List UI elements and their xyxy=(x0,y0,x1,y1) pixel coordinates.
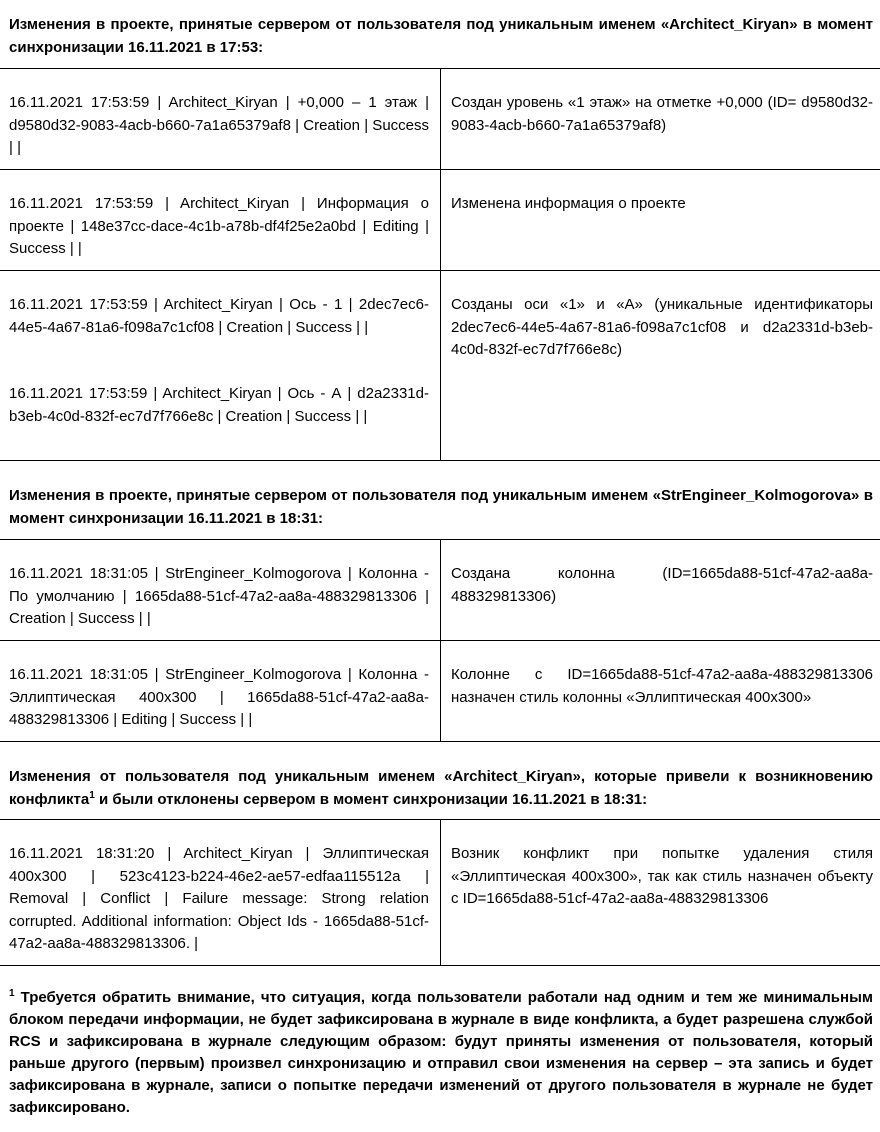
log-entry xyxy=(9,294,429,339)
log-line: 16.11.2021 18:31:20 | Architect_Kiryan | Эллиптическая 400x300 | 523c4123-b224-46e2-ae57-edfaa115512a | Removal | Conflict | Failure message: Strong relation corrupted. Additional information: Object Ids - 1665da88-51cf-47a2-aa8a-488329813306. | xyxy=(9,845,429,952)
change-description: Возник конфликт при попытке удаления стиля «Эллиптическая 400x300», так как стиль назначен объекту с ID=1665da88-51cf-47a2-aa8a-488329813306 xyxy=(451,845,873,907)
section-heading-1: Изменения в проекте, принятые сервером от пользователя под уникальным именем «Architect_Kiryan» в момент синхронизации 16.11.2021 в 17:53: xyxy=(9,16,873,56)
log-line: 16.11.2021 18:31:05 | StrEngineer_Kolmogorova | Колонна - Эллиптическая 400x300 | 1665da88-51cf-47a2-aa8a-488329813306 | Editing | Success | | xyxy=(9,666,429,728)
change-description: Создан уровень «1 этаж» на отметке +0,000 (ID= d9580d32-9083-4acb-b660-7a1a65379af8) xyxy=(451,94,873,134)
column-divider xyxy=(440,539,441,741)
section-heading-2: Изменения в проекте, принятые сервером от пользователя под уникальным именем «StrEngineer_Kolmogorova» в момент синхронизации 16.11.2021 в 18:31: xyxy=(9,487,873,527)
log-line: 16.11.2021 18:31:05 | StrEngineer_Kolmogorova | Колонна - По умолчанию | 1665da88-51cf-47a2-aa8a-488329813306 | Creation | Success | | xyxy=(9,565,429,627)
change-description: Изменена информация о проекте xyxy=(451,195,686,212)
log-entry xyxy=(9,383,429,428)
table-border xyxy=(0,741,880,742)
column-divider xyxy=(440,68,441,460)
change-description: Создана колонна (ID=1665da88-51cf-47a2-aa8a-488329813306) xyxy=(451,565,873,605)
heading-text: и были отклонены сервером в момент синхронизации 16.11.2021 в 18:31: xyxy=(94,790,648,808)
log-entry xyxy=(9,843,429,956)
table-border xyxy=(0,965,880,966)
log-entry xyxy=(9,92,429,160)
column-divider xyxy=(440,819,441,965)
log-entry xyxy=(9,563,429,631)
footnote-mark: 1 xyxy=(9,988,15,999)
log-line: 16.11.2021 17:53:59 | Architect_Kiryan | Информация о проекте | 148e37cc-dace-4c1b-a78b-df4f25e2a0bd | Editing | Success | | xyxy=(9,195,429,257)
log-line: 16.11.2021 17:53:59 | Architect_Kiryan | +0,000 – 1 этаж | d9580d32-9083-4acb-b660-7a1a65379af8 | Creation | Success | | xyxy=(9,94,429,156)
table-border xyxy=(0,460,880,461)
footnote-reference[interactable]: 1 xyxy=(89,789,95,801)
log-entry xyxy=(9,193,429,261)
change-description: Созданы оси «1» и «А» (уникальные идентификаторы 2dec7ec6-44e5-4a67-81a6-f098a7c1cf08 и d2a2331d-b3eb-4c0d-832f-ec7d7f766e8c) xyxy=(451,296,873,358)
change-description: Колонне с ID=1665da88-51cf-47a2-aa8a-488329813306 назначен стиль колонны «Эллиптическая 400x300» xyxy=(451,666,873,706)
log-line: 16.11.2021 17:53:59 | Architect_Kiryan | Ось - 1 | 2dec7ec6-44e5-4a67-81a6-f098a7c1cf08 | Creation | Success | | xyxy=(9,296,429,336)
log-entry xyxy=(9,664,429,732)
footnote-text: Требуется обратить внимание, что ситуация, когда пользователи работали над одним и тем же минимальным блоком передачи информации, не будет зафиксирована в журнале в виде конфликта, а будет разрешена службой RCS и зафиксирована в журнале следующим образом: будут приняты изменения от пользователя, который раньше другого (первым) произвел синхронизацию и отправил свои изменения на сервер – эта запись и будет зафиксирована в журнале, записи о попытке передачи изменений от другого пользователя в журнале не будет зафиксировано. xyxy=(9,989,873,1116)
footnote xyxy=(9,987,873,1119)
section-heading-3 xyxy=(9,766,873,811)
log-line: 16.11.2021 17:53:59 | Architect_Kiryan | Ось - А | d2a2331d-b3eb-4c0d-832f-ec7d7f766e8c | Creation | Success | | xyxy=(9,385,429,425)
heading-text: Изменения от пользователя под уникальным именем «Architect_Kiryan», которые привели к возникновению конфликта xyxy=(9,768,873,808)
